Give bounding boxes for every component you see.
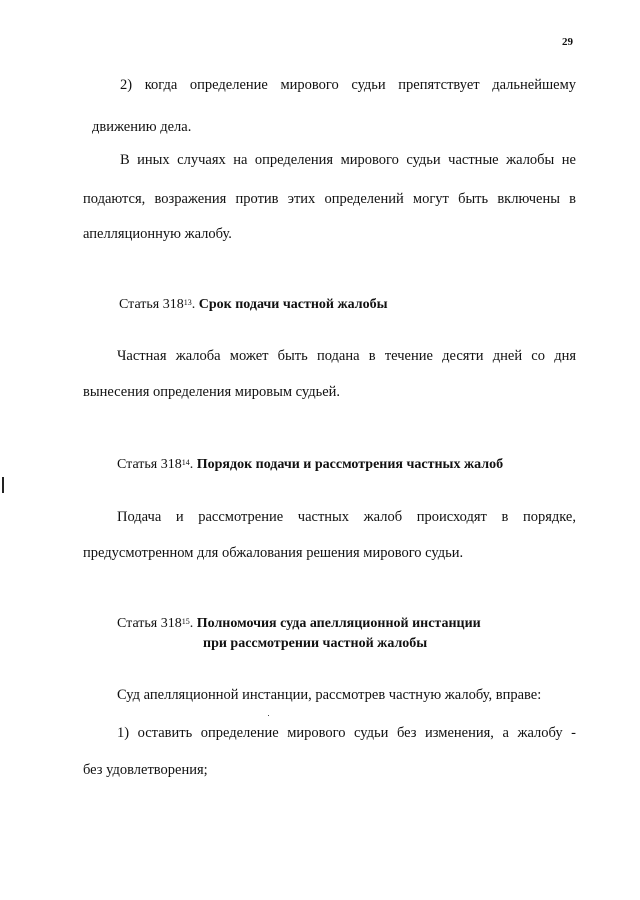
article-title-line2: при рассмотрении частной жалобы <box>203 636 428 651</box>
article-separator: . <box>189 457 194 472</box>
paragraph-line: подаются, возражения против этих определений могут быть включены в <box>83 191 576 207</box>
article-superscript: 15 <box>181 617 190 626</box>
paragraph-line: Подача и рассмотрение частных жалоб происходят в порядке, <box>117 509 576 525</box>
article-title: Полномочия суда апелляционной инстанции <box>196 616 481 631</box>
article-heading <box>117 456 503 474</box>
article-separator: . <box>191 297 196 312</box>
paragraph-line: Частная жалоба может быть подана в течение десяти дней со дня <box>117 348 576 364</box>
article-title: Срок подачи частной жалобы <box>198 297 388 312</box>
paragraph-line: движению дела. <box>92 119 192 135</box>
page-number: 29 <box>562 36 573 48</box>
article-number: Статья 318 <box>117 616 182 631</box>
article-number: Статья 318 <box>117 457 182 472</box>
paragraph-line: без удовлетворения; <box>83 762 208 778</box>
article-separator: . <box>189 616 194 631</box>
scan-ink-speck <box>268 715 269 716</box>
article-heading-continuation <box>203 635 427 653</box>
article-heading <box>119 296 388 314</box>
scan-margin-mark <box>2 477 4 493</box>
paragraph-line: вынесения определения мировым судьей. <box>83 384 341 400</box>
article-heading <box>117 615 481 633</box>
article-title: Порядок подачи и рассмотрения частных жалоб <box>196 457 504 472</box>
article-number: Статья 318 <box>119 297 184 312</box>
paragraph-line: 1) оставить определение мирового судьи без изменения, а жалобу - <box>117 725 576 741</box>
article-superscript: 13 <box>183 298 192 307</box>
paragraph-line: В иных случаях на определения мирового судьи частные жалобы не <box>120 152 576 168</box>
paragraph-line: предусмотренном для обжалования решения мирового судьи. <box>83 545 464 561</box>
paragraph-line: Суд апелляционной инстанции, рассмотрев частную жалобу, вправе: <box>117 687 542 703</box>
article-superscript: 14 <box>181 458 190 467</box>
paragraph-line: апелляционную жалобу. <box>83 226 232 242</box>
paragraph-line: 2) когда определение мирового судьи препятствует дальнейшему <box>120 77 576 93</box>
